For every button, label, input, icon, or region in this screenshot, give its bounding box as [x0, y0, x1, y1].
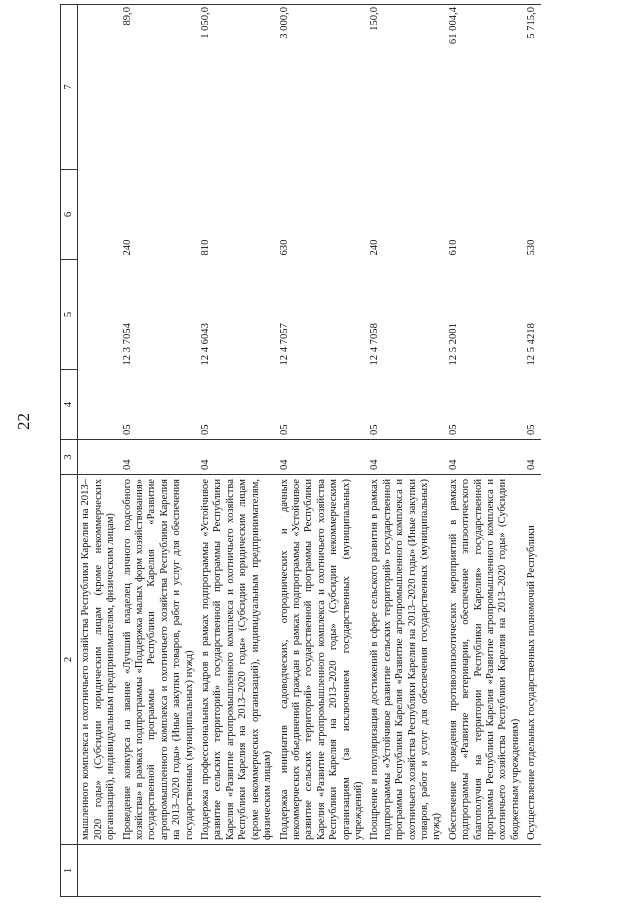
cell-amount: 5 715,0 — [524, 5, 540, 170]
header-col-4: 4 — [61, 370, 78, 440]
cell-section: 04 — [367, 440, 445, 475]
cell-description: мышленного комплекса и охотничьего хозяйства Республики Карелия на 2013–2020 годы» (Субсидии юридическим лицам (кроме некоммерческих организаций), индивидуальным предпринимателям, физическим лицам) — [78, 475, 120, 845]
cell-expense-type: 530 — [526, 239, 538, 256]
cell-col1 — [446, 845, 524, 897]
page-number: 22 — [14, 413, 33, 430]
cell-target-article — [78, 260, 120, 370]
cell-description: Обеспечение проведения противоэпизоотических мероприятий в рамках подпрограммы «Развитие ветеринарии, обеспечение эпизоотического благополучия на территории Республики Карелия» государственной программы Республики Карелия «Развитие агропромышленного комплекса и охотничьего хозяйства Республики Карелия на 2013–2020 годы» (Субсидии бюджетным учреждениям) — [446, 475, 524, 845]
cell-section: 04 — [277, 440, 368, 475]
cell-target-article: 12 5 2001 — [447, 323, 459, 366]
cell-section — [78, 440, 120, 475]
cell-description: Поддержка профессиональных кадров в рамках подпрограммы «Устойчивое развитие сельских территорий» государственной программы Республики Карелия «Развитие агропромышленного комплекса и охотничьего хозяйства Республики Карелия на 2013–2020 годы» (Субсидии юридическим лицам (кроме некоммерческих организаций), индивидуальным предпринимателям, физическим лицам) — [198, 475, 276, 845]
cell-target-article: 12 4 7057 — [278, 323, 290, 366]
header-col-3: 3 — [61, 440, 78, 475]
cell-section: 04 — [524, 440, 540, 475]
cell-subsection — [78, 370, 120, 440]
budget-table — [60, 4, 541, 897]
cell-col1 — [78, 845, 120, 897]
cell-section: 04 — [120, 440, 198, 475]
cell-col1 — [198, 845, 276, 897]
cell-subsection: 05 — [526, 424, 538, 435]
table-row — [198, 5, 276, 897]
table-row — [446, 5, 524, 897]
cell-col1 — [120, 845, 198, 897]
cell-subsection: 05 — [447, 424, 459, 435]
cell-expense-type: 630 — [278, 239, 290, 256]
cell-subsection: 05 — [278, 424, 290, 435]
cell-amount: 1 050,0 — [198, 5, 276, 170]
cell-expense-type: 240 — [369, 239, 381, 256]
table-header — [61, 5, 78, 897]
header-col-2: 2 — [61, 475, 78, 845]
table-row — [524, 5, 540, 897]
cell-target-article: 12 5 4218 — [526, 323, 538, 366]
cell-subsection: 05 — [121, 424, 133, 435]
cell-col1 — [367, 845, 445, 897]
budget-table-rotated — [60, 5, 600, 897]
table-row — [78, 5, 120, 897]
cell-expense-type: 810 — [200, 239, 212, 256]
cell-amount — [78, 5, 120, 170]
cell-col1 — [277, 845, 368, 897]
cell-subsection: 05 — [369, 424, 381, 435]
cell-section: 04 — [198, 440, 276, 475]
cell-col1 — [524, 845, 540, 897]
cell-target-article: 12 4 7058 — [369, 323, 381, 366]
cell-amount: 89,0 — [120, 5, 198, 170]
cell-description: Осуществление отдельных государственных полномочий Республики — [524, 475, 540, 845]
cell-subsection: 05 — [200, 424, 212, 435]
cell-description: Проведение конкурса на звание «Лучший владелец личного подсобного хозяйства» в рамках подпрограммы «Поддержка малых форм хозяйствования» государственной программы Республики Карелия «Развитие агропромышленного комплекса и охотничьего хозяйства Республики Карелия на 2013–2020 годы» (Иные закупки товаров, работ и услуг для обеспечения государственных (муниципальных) нужд) — [120, 475, 198, 845]
table-row — [277, 5, 368, 897]
header-col-6: 6 — [61, 170, 78, 260]
cell-description: Поощрение и популяризация достижений в сфере сельского развития в рамках подпрограммы «Устойчивое развитие сельских территорий» государственной программы Республики Карелия «Развитие агропромышленного комплекса и охотничьего хозяйства Республики Карелия на 2013–2020 годы» (Иные закупки товаров, работ и услуг для обеспечения государственных (муниципальных) нужд) — [367, 475, 445, 845]
cell-expense-type: 610 — [447, 239, 459, 256]
cell-expense-type — [78, 170, 120, 260]
cell-target-article: 12 3 7054 — [121, 323, 133, 366]
table-row — [367, 5, 445, 897]
cell-expense-type: 240 — [121, 239, 133, 256]
header-col-1: 1 — [61, 845, 78, 897]
cell-amount: 3 000,0 — [277, 5, 368, 170]
cell-target-article: 12 4 6043 — [200, 323, 212, 366]
table-row — [120, 5, 198, 897]
cell-amount: 61 004,4 — [446, 5, 524, 170]
cell-amount: 150,0 — [367, 5, 445, 170]
header-col-7: 7 — [61, 5, 78, 170]
header-col-5: 5 — [61, 260, 78, 370]
cell-section: 04 — [446, 440, 524, 475]
cell-description: Поддержка инициатив садоводческих, огороднических и дачных некоммерческих объединений граждан в рамках подпрограммы «Устойчивое развитие сельских территорий» государственной программы Республики Карелия «Развитие агропромышленного комплекса и охотничьего хозяйства Республики Карелия на 2013–2020 годы» (Субсидии некоммерческим организациям (за исключением государственных (муниципальных) учреждений) — [277, 475, 368, 845]
